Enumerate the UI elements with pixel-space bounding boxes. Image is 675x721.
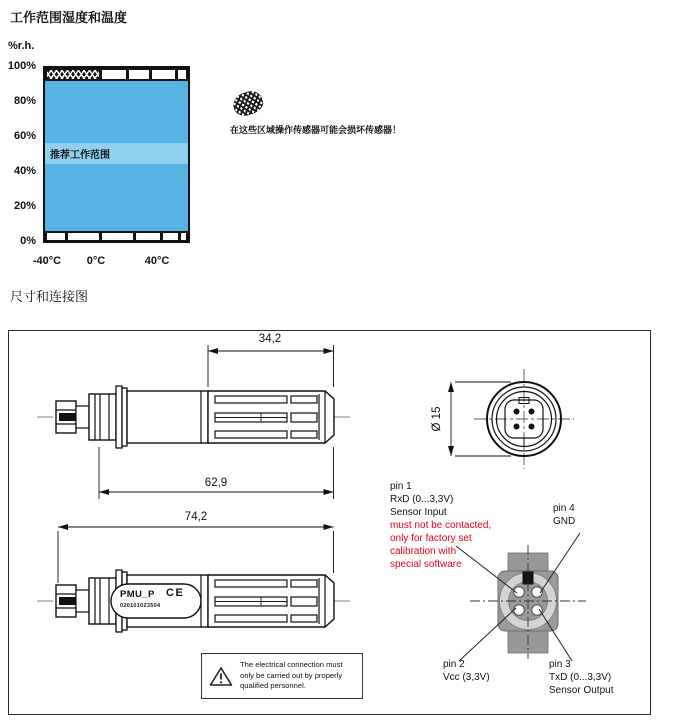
hatched-damage-zone bbox=[47, 70, 99, 79]
device-serial: 020101023504 bbox=[120, 603, 161, 609]
dim-label-diameter: Ø 15 bbox=[431, 406, 443, 432]
dimension-34-2 bbox=[208, 345, 334, 387]
pin1-warning: must not be contacted, bbox=[390, 520, 492, 531]
device-model-label: PMU_P bbox=[120, 589, 155, 600]
xtick-0: 0°C bbox=[86, 255, 106, 267]
ytick-0: 0% bbox=[20, 235, 36, 247]
dim-label-34-2: 34,2 bbox=[258, 333, 282, 345]
lower-hazard-band bbox=[45, 231, 188, 241]
dim-label-74-2: 74,2 bbox=[184, 511, 208, 523]
xtick-minus40: -40°C bbox=[32, 255, 62, 267]
humidity-temperature-chart bbox=[43, 66, 190, 243]
section-title-dimensions: 尺寸和连接图 bbox=[10, 289, 89, 304]
ytick-20: 20% bbox=[13, 200, 36, 212]
ytick-80: 80% bbox=[13, 95, 36, 107]
pin3-label: pin 3 TxD (0...3,3V) Sensor Output bbox=[549, 659, 614, 696]
warning-text: The electrical connection must only be carried out by properly qualified personnel. bbox=[240, 660, 343, 691]
dimension-62-9 bbox=[99, 447, 334, 499]
recommended-band-label: 推荐工作范围 bbox=[50, 150, 110, 161]
pin4-label: pin 4 GND bbox=[553, 503, 576, 527]
upper-hazard-band bbox=[45, 68, 188, 81]
hatch-pattern-icon bbox=[230, 88, 265, 118]
electrical-warning-box bbox=[201, 653, 363, 699]
ce-mark: CE bbox=[166, 587, 185, 599]
y-axis-label: %r.h. bbox=[8, 40, 35, 52]
ytick-100: 100% bbox=[7, 60, 36, 72]
hazard-note: 在这些区域操作传感器可能会损坏传感器！ bbox=[230, 125, 402, 135]
warning-triangle-icon bbox=[209, 666, 233, 687]
connector-front-view bbox=[474, 369, 574, 469]
page-title: 工作范围湿度和温度 bbox=[10, 10, 128, 25]
pin2-label: pin 2 Vcc (3,3V) bbox=[443, 659, 490, 683]
ytick-40: 40% bbox=[13, 165, 36, 177]
pin1-label: pin 1 RxD (0...3,3V) Sensor Input must not be contacted, only for factory set calibration with special software bbox=[390, 481, 492, 570]
dim-label-62-9: 62,9 bbox=[204, 477, 228, 489]
drawings-panel bbox=[8, 330, 651, 715]
ytick-60: 60% bbox=[13, 130, 36, 142]
xtick-40: 40°C bbox=[144, 255, 170, 267]
